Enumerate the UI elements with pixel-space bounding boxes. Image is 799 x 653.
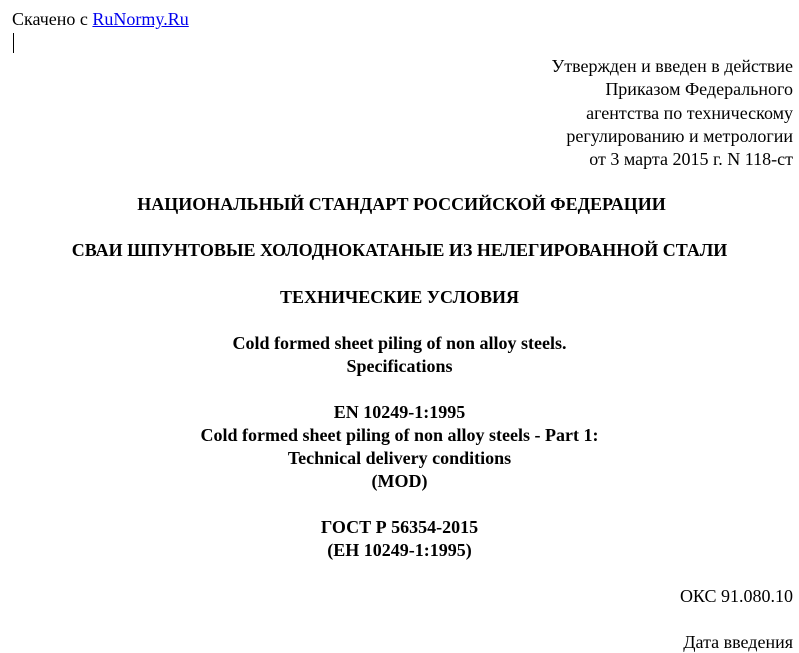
technical-conditions-heading: ТЕХНИЧЕСКИЕ УСЛОВИЯ bbox=[280, 287, 519, 307]
national-standard-heading: НАЦИОНАЛЬНЫЙ СТАНДАРТ РОССИЙСКОЙ ФЕДЕРАЦИИ bbox=[137, 194, 666, 214]
gost-line: (ЕН 10249-1:1995) bbox=[327, 540, 472, 560]
gost-designation bbox=[0, 516, 799, 562]
approval-line: агентства по техническому bbox=[586, 102, 793, 123]
source-line bbox=[12, 8, 189, 30]
approval-block bbox=[551, 55, 793, 171]
english-title-line: Specifications bbox=[346, 356, 453, 376]
english-title-line: Cold formed sheet piling of non alloy steels. bbox=[232, 333, 567, 353]
source-link[interactable]: RuNormy.Ru bbox=[92, 9, 189, 29]
approval-line: Приказом Федерального bbox=[605, 79, 793, 100]
document-title: СВАИ ШПУНТОВЫЕ ХОЛОДНОКАТАНЫЕ ИЗ НЕЛЕГИРОВАННОЙ СТАЛИ bbox=[71, 240, 728, 260]
en-standard-line: (MOD) bbox=[371, 471, 428, 491]
en-standard-line: Technical delivery conditions bbox=[287, 448, 512, 468]
en-standard-reference bbox=[0, 401, 799, 493]
english-title bbox=[0, 332, 799, 378]
oks-code: ОКС 91.080.10 bbox=[679, 586, 793, 606]
approval-line: регулированию и метрологии bbox=[566, 125, 793, 146]
gost-line: ГОСТ Р 56354-2015 bbox=[320, 517, 479, 537]
approval-line: от 3 марта 2015 г. N 118-ст bbox=[589, 149, 793, 170]
intro-date-label: Дата введения bbox=[683, 632, 793, 652]
en-standard-line: Cold formed sheet piling of non alloy steels - Part 1: bbox=[200, 425, 599, 445]
downloaded-prefix: Скачено с bbox=[12, 9, 88, 29]
text-cursor bbox=[13, 33, 14, 53]
approval-line: Утвержден и введен в действие bbox=[551, 56, 793, 76]
en-standard-line: EN 10249-1:1995 bbox=[333, 402, 466, 422]
